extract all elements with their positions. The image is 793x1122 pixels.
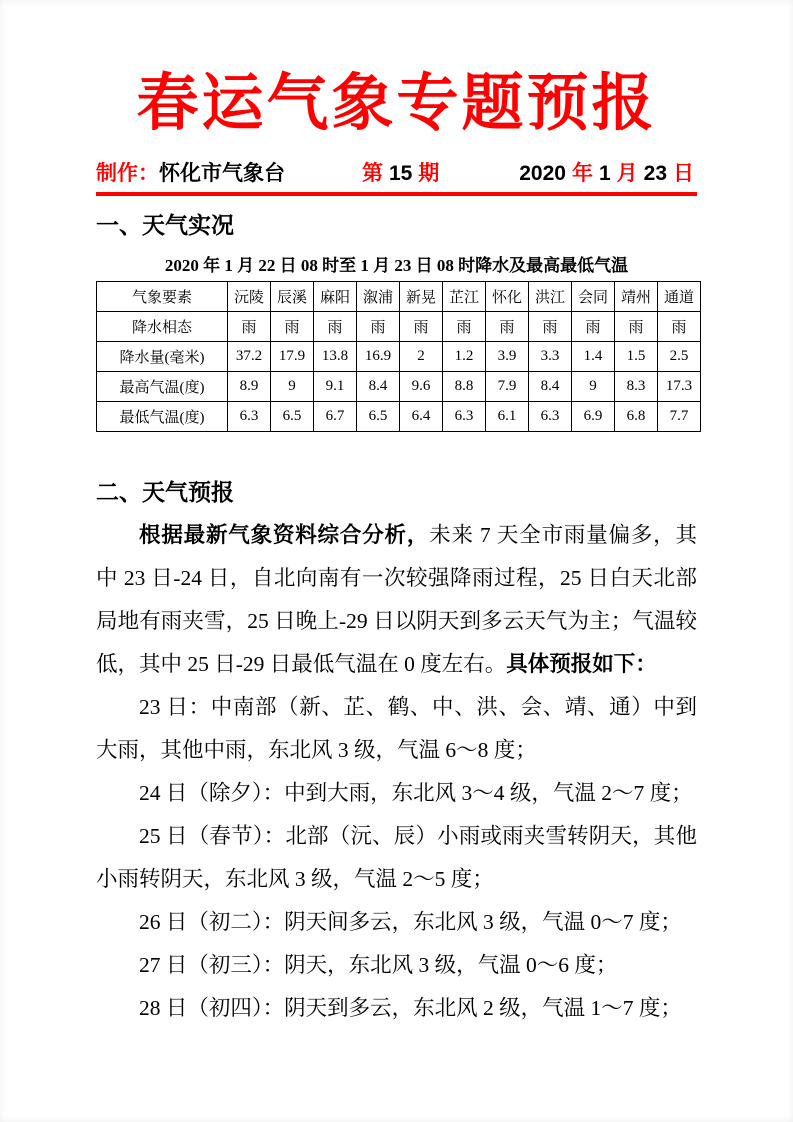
- column-header-station: 沅陵: [228, 281, 271, 311]
- column-header-element: 气象要素: [97, 281, 228, 311]
- section1-heading: 一、天气实况: [96, 212, 234, 239]
- table-cell: 雨: [486, 311, 529, 341]
- table-cell: 雨: [357, 311, 400, 341]
- forecast-day-paragraph: 23 日：中南部（新、芷、鹤、中、洪、会、靖、通）中到大雨，其他中雨，东北风 3 级，气温 6～8 度；: [96, 694, 697, 762]
- column-header-station: 会同: [572, 281, 615, 311]
- issue-suffix: 期: [418, 161, 440, 185]
- table-cell: 雨: [572, 311, 615, 341]
- table-row: [97, 311, 701, 341]
- forecast-day-paragraph: 26 日（初二）：阴天间多云，东北风 3 级，气温 0～7 度；: [139, 909, 682, 934]
- table-cell: 8.3: [615, 371, 658, 401]
- table-cell: 17.3: [658, 371, 701, 401]
- row-label: 降水相态: [97, 311, 228, 341]
- column-header-station: 怀化: [486, 281, 529, 311]
- forecast-day-paragraph: 25 日（春节）：北部（沅、辰）小雨或雨夹雪转阴天，其他小雨转阴天，东北风 3 级，气温 2～5 度；: [96, 823, 697, 891]
- header-divider: [96, 192, 697, 196]
- table-cell: 13.8: [314, 341, 357, 371]
- table-cell: 7.7: [658, 401, 701, 431]
- table-cell: 8.4: [529, 371, 572, 401]
- row-label: 最高气温(度): [97, 371, 228, 401]
- table-cell: 6.4: [400, 401, 443, 431]
- weather-table: [96, 281, 701, 432]
- forecast-day-paragraph: 28 日（初四）：阴天到多云，东北风 2 级，气温 1～7 度；: [139, 995, 682, 1020]
- table-cell: 6.3: [529, 401, 572, 431]
- column-header-station: 靖州: [615, 281, 658, 311]
- column-header-station: 洪江: [529, 281, 572, 311]
- table-cell: 37.2: [228, 341, 271, 371]
- table-cell: 17.9: [271, 341, 314, 371]
- date-year: 2020: [519, 161, 566, 185]
- table-cell: 8.9: [228, 371, 271, 401]
- table-cell: 3.9: [486, 341, 529, 371]
- table-cell: 16.9: [357, 341, 400, 371]
- table-cell: 9.1: [314, 371, 357, 401]
- table-cell: 雨: [443, 311, 486, 341]
- producer: [96, 161, 285, 186]
- table-cell: 6.1: [486, 401, 529, 431]
- date-month-unit: 月: [616, 161, 638, 185]
- producer-label: 制作：: [96, 161, 159, 185]
- table-cell: 6.9: [572, 401, 615, 431]
- column-header-station: 溆浦: [357, 281, 400, 311]
- table-cell: 1.2: [443, 341, 486, 371]
- table-cell: 8.4: [357, 371, 400, 401]
- date-year-unit: 年: [571, 161, 593, 185]
- table-row: [97, 341, 701, 371]
- table-cell: 9: [572, 371, 615, 401]
- table-cell: 雨: [271, 311, 314, 341]
- table-cell: 3.3: [529, 341, 572, 371]
- meta-row: [96, 161, 697, 186]
- forecast-intro-paragraph: [96, 514, 697, 686]
- date-day: 23: [643, 161, 667, 185]
- issue-number-group: [359, 161, 442, 186]
- forecast-intro-text: 未来 7 天全市雨量偏多，其中 23 日-24 日，自北向南有一次较强降雨过程，25 日白天北部局地有雨夹雪，25 日晚上-29 日以阴天到多云天气为主；气温较低，其中 25 日-29 日最低气温在 0 度左右。: [96, 522, 697, 676]
- table-cell: 9.6: [400, 371, 443, 401]
- table-cell: 2.5: [658, 341, 701, 371]
- column-header-station: 辰溪: [271, 281, 314, 311]
- table-cell: 7.9: [486, 371, 529, 401]
- issue-date: [516, 161, 697, 186]
- forecast-intro-bold-lead: 根据最新气象资料综合分析，: [139, 522, 430, 547]
- page-title: 春运气象专题预报: [136, 70, 657, 138]
- column-header-station: 芷江: [443, 281, 486, 311]
- table-cell: 6.3: [443, 401, 486, 431]
- table-row: [97, 371, 701, 401]
- forecast-day-paragraph: 27 日（初三）：阴天，东北风 3 级，气温 0～6 度；: [139, 952, 618, 977]
- forecast-intro-bold-tail: 具体预报如下：: [506, 651, 657, 676]
- row-label: 最低气温(度): [97, 401, 228, 431]
- table-cell: 6.8: [615, 401, 658, 431]
- row-label: 降水量(毫米): [97, 341, 228, 371]
- weather-table-title: 2020 年 1 月 22 日 08 时至 1 月 23 日 08 时降水及最高最低气温: [164, 255, 629, 275]
- issue-prefix: 第: [361, 161, 383, 185]
- table-cell: 9: [271, 371, 314, 401]
- table-cell: 2: [400, 341, 443, 371]
- issue-number: 15: [388, 161, 413, 185]
- table-cell: 雨: [529, 311, 572, 341]
- table-cell: 雨: [400, 311, 443, 341]
- date-month: 1: [598, 161, 611, 185]
- producer-name: 怀化市气象台: [159, 161, 285, 185]
- forecast-day-paragraph: 24 日（除夕）：中到大雨，东北风 3～4 级，气温 2～7 度；: [139, 780, 693, 805]
- column-header-station: 新晃: [400, 281, 443, 311]
- table-cell: 雨: [228, 311, 271, 341]
- table-cell: 6.3: [228, 401, 271, 431]
- table-cell: 6.5: [271, 401, 314, 431]
- date-day-unit: 日: [673, 161, 694, 185]
- table-cell: 1.4: [572, 341, 615, 371]
- column-header-station: 通道: [658, 281, 701, 311]
- table-row: [97, 401, 701, 431]
- section2-heading: 二、天气预报: [96, 478, 234, 505]
- table-header-row: [97, 281, 701, 311]
- column-header-station: 麻阳: [314, 281, 357, 311]
- table-cell: 6.7: [314, 401, 357, 431]
- table-cell: 6.5: [357, 401, 400, 431]
- table-cell: 雨: [615, 311, 658, 341]
- table-cell: 1.5: [615, 341, 658, 371]
- table-cell: 雨: [658, 311, 701, 341]
- table-cell: 8.8: [443, 371, 486, 401]
- table-cell: 雨: [314, 311, 357, 341]
